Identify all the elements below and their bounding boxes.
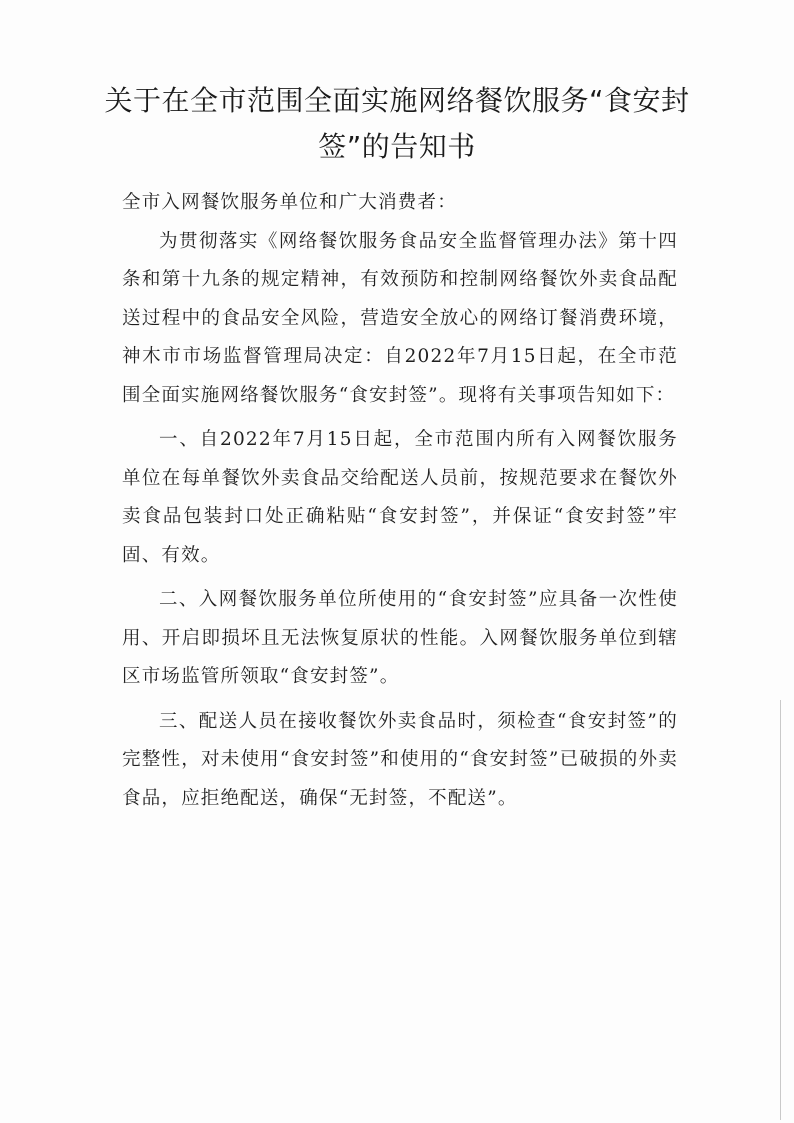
document-body: [122, 184, 678, 824]
paragraph-item-1: 一、自2022年7月15日起，全市范围内所有入网餐饮服务单位在每单餐饮外卖食品交给配送人员前，按规范要求在餐饮外卖食品包装封口处正确粘贴“食安封签”，并保证“食安封签”牢固、有效。: [122, 429, 678, 566]
scan-edge-mark: [780, 700, 781, 1120]
document-title: 关于在全市范围全面实施网络餐饮服务“食安封签”的告知书: [104, 84, 690, 163]
salutation: 全市入网餐饮服务单位和广大消费者：: [122, 192, 457, 213]
paragraph-item-2: 二、入网餐饮服务单位所使用的“食安封签”应具备一次性使用、开启即损坏且无法恢复原状的性能。入网餐饮服务单位到辖区市场监管所领取“食安封签”。: [122, 589, 678, 687]
paragraph-item-3: 三、配送人员在接收餐饮外卖食品时，须检查“食安封签”的完整性，对未使用“食安封签”和使用的“食安封签”已破损的外卖食品，应拒绝配送，确保“无封签，不配送”。: [122, 710, 678, 809]
paragraph-intro: 为贯彻落实《网络餐饮服务食品安全监督管理办法》第十四条和第十九条的规定精神，有效预防和控制网络餐饮外卖食品配送过程中的食品安全风险，营造安全放心的网络订餐消费环境，神木市市场监督管理局决定：自2022年7月15日起，在全市范围全面实施网络餐饮服务“食安封签”。现将有关事项告知如下：: [122, 230, 678, 406]
